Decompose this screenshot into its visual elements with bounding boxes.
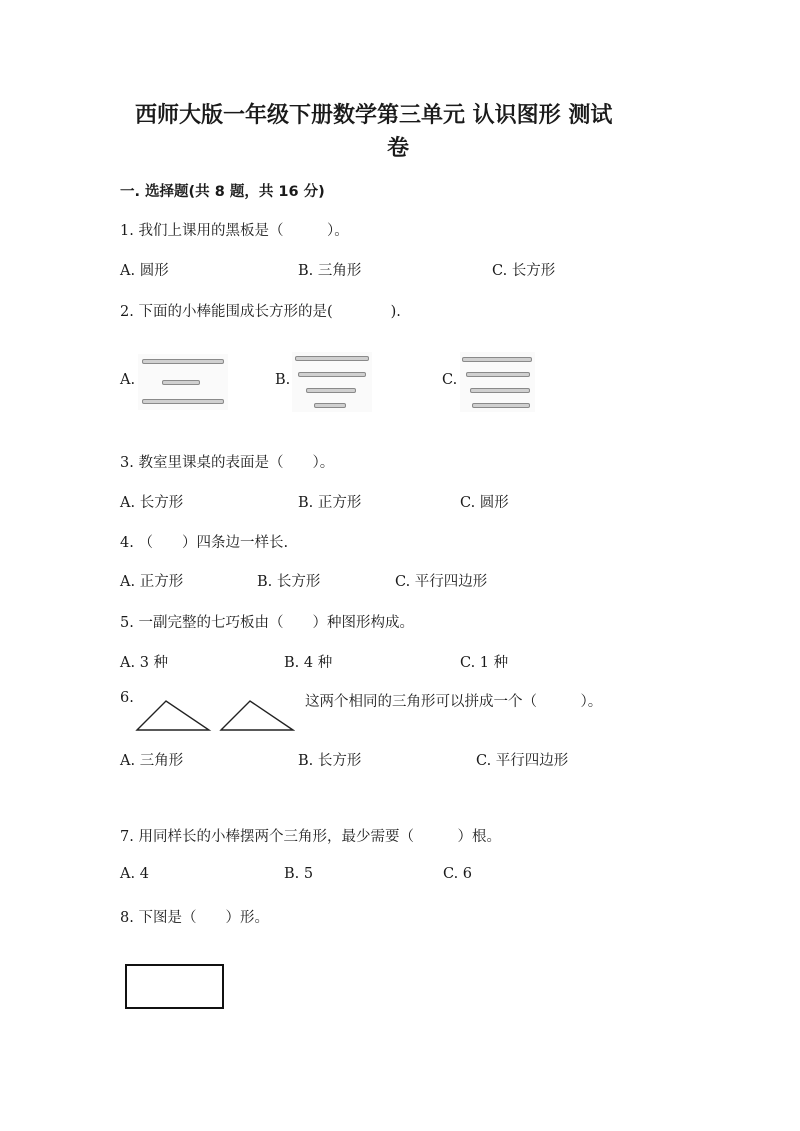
q6-option-a: A. 三角形	[120, 753, 184, 769]
q4-option-c: C. 平行四边形	[395, 574, 488, 590]
q2-option-a: A.	[120, 372, 136, 388]
q5-option-c: C. 1 种	[460, 655, 509, 671]
stick	[295, 356, 369, 361]
q8-rectangle-figure	[125, 964, 224, 1009]
question-2: 2. 下面的小棒能围成长方形的是( ).	[120, 304, 401, 320]
q3-option-c: C. 圆形	[460, 495, 509, 511]
q5-option-a: A. 3 种	[120, 655, 169, 671]
question-3: 3. 教室里课桌的表面是（ ）。	[120, 455, 335, 471]
q1-option-c: C. 长方形	[492, 263, 556, 279]
q2-option-c: C.	[442, 372, 458, 388]
q1-option-a: A. 圆形	[120, 263, 169, 279]
q6-option-c: C. 平行四边形	[476, 753, 569, 769]
q2-sticks-image-a	[138, 354, 228, 410]
stick	[470, 388, 530, 393]
question-8: 8. 下图是（ ）形。	[120, 910, 269, 926]
q7-option-a: A. 4	[120, 866, 149, 882]
q6-triangles-image	[135, 697, 295, 739]
question-6-number: 6.	[120, 690, 134, 706]
triangle-right	[221, 701, 293, 730]
page-title-line2: 卷	[387, 136, 410, 161]
q3-option-a: A. 长方形	[120, 495, 184, 511]
q1-option-b: B. 三角形	[298, 263, 362, 279]
stick	[298, 372, 366, 377]
stick	[472, 403, 530, 408]
page-title-line1: 西师大版一年级下册数学第三单元 认识图形 测试	[135, 103, 613, 128]
q7-option-c: C. 6	[443, 866, 473, 882]
stick	[306, 388, 356, 393]
question-7: 7. 用同样长的小棒摆两个三角形，最少需要（ ）根。	[120, 829, 501, 845]
section-heading: 一. 选择题(共 8 题，共 16 分)	[120, 184, 325, 200]
stick	[462, 357, 532, 362]
stick	[314, 403, 346, 408]
q4-option-b: B. 长方形	[257, 574, 321, 590]
q4-option-a: A. 正方形	[120, 574, 184, 590]
stick	[142, 359, 224, 364]
triangle-left	[137, 701, 209, 730]
q5-option-b: B. 4 种	[284, 655, 333, 671]
stick	[142, 399, 224, 404]
q2-option-b: B.	[275, 372, 291, 388]
q6-option-b: B. 长方形	[298, 753, 362, 769]
question-5: 5. 一副完整的七巧板由（ ）种图形构成。	[120, 615, 414, 631]
q2-sticks-image-b	[292, 352, 372, 412]
q3-option-b: B. 正方形	[298, 495, 362, 511]
q2-sticks-image-c	[460, 352, 535, 412]
q7-option-b: B. 5	[284, 866, 314, 882]
question-6: 这两个相同的三角形可以拼成一个（ ）。	[305, 694, 603, 710]
stick	[162, 380, 200, 385]
question-1: 1. 我们上课用的黑板是（ ）。	[120, 223, 349, 239]
stick	[466, 372, 530, 377]
question-4: 4. （ ）四条边一样长.	[120, 535, 289, 551]
